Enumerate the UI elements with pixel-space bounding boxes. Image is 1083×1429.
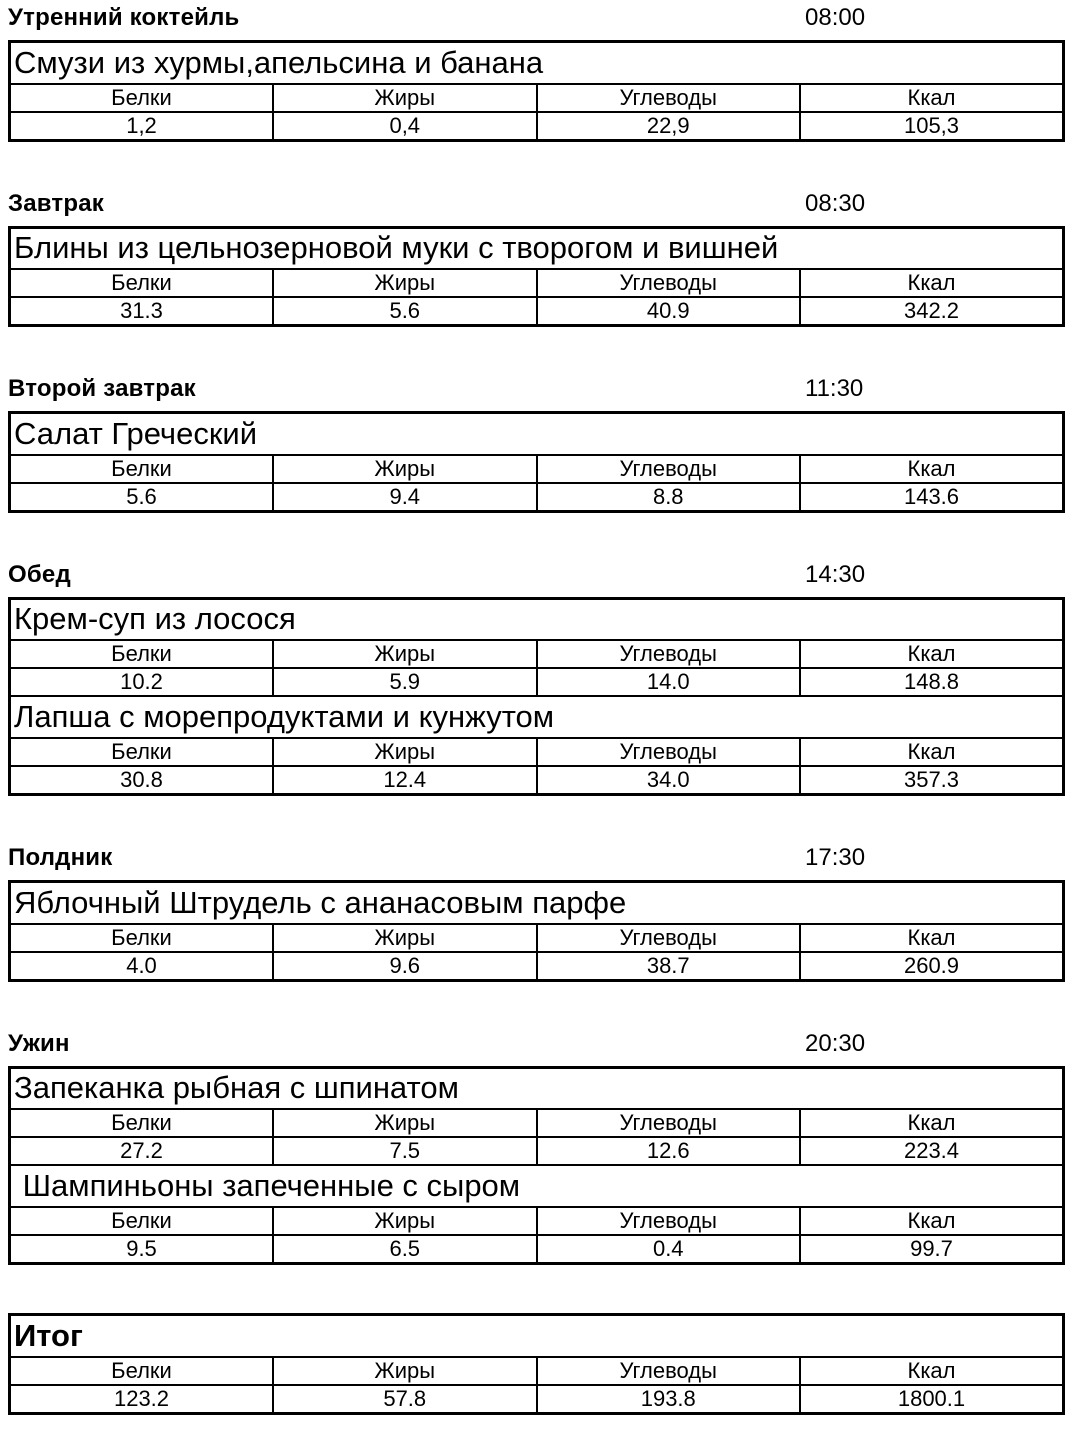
- kcal-value: 99.7: [800, 1235, 1064, 1264]
- kcal-value: 105,3: [800, 112, 1064, 141]
- fats-value: 6.5: [273, 1235, 537, 1264]
- col-header-fats: Жиры: [273, 640, 537, 668]
- col-header-fats: Жиры: [273, 455, 537, 483]
- col-header-proteins: Белки: [10, 1207, 274, 1235]
- dish-name-row: [10, 1165, 1064, 1207]
- meal-title: Полдник: [8, 844, 113, 871]
- dish-name: Смузи из хурмы,апельсина и банана: [10, 42, 1064, 84]
- fats-value: 9.4: [273, 483, 537, 512]
- carbs-value: 8.8: [537, 483, 801, 512]
- col-header-kcal: Ккал: [800, 738, 1064, 766]
- proteins-value: 1,2: [10, 112, 274, 141]
- dish-name: Шампиньоны запеченные с сыром: [10, 1165, 1064, 1207]
- nutrition-header-row: [10, 1207, 1064, 1235]
- nutrition-header-row: [10, 455, 1064, 483]
- nutrition-header-row: [10, 1109, 1064, 1137]
- nutrition-header-row: [10, 84, 1064, 112]
- carbs-value: 34.0: [537, 766, 801, 795]
- total-proteins-value: 123.2: [10, 1385, 274, 1414]
- fats-value: 9.6: [273, 952, 537, 981]
- col-header-carbs: Углеводы: [537, 1357, 801, 1385]
- col-header-kcal: Ккал: [800, 1357, 1064, 1385]
- meal-table: [8, 880, 1065, 982]
- dish-name-row: [10, 42, 1064, 84]
- proteins-value: 9.5: [10, 1235, 274, 1264]
- col-header-proteins: Белки: [10, 1109, 274, 1137]
- col-header-kcal: Ккал: [800, 640, 1064, 668]
- total-label-row: [10, 1315, 1064, 1357]
- proteins-value: 4.0: [10, 952, 274, 981]
- meal-header: [8, 4, 1065, 32]
- proteins-value: 5.6: [10, 483, 274, 512]
- meal-section-morning-cocktail: [8, 4, 1065, 142]
- col-header-proteins: Белки: [10, 924, 274, 952]
- nutrition-header-row: [10, 738, 1064, 766]
- nutrition-value-row: [10, 112, 1064, 141]
- col-header-carbs: Углеводы: [537, 455, 801, 483]
- meal-header: [8, 190, 1065, 218]
- dish-name: Салат Греческий: [10, 413, 1064, 455]
- col-header-kcal: Ккал: [800, 1207, 1064, 1235]
- col-header-carbs: Углеводы: [537, 1109, 801, 1137]
- proteins-value: 31.3: [10, 297, 274, 326]
- fats-value: 12.4: [273, 766, 537, 795]
- meal-title: Второй завтрак: [8, 375, 196, 402]
- kcal-value: 143.6: [800, 483, 1064, 512]
- col-header-proteins: Белки: [10, 1357, 274, 1385]
- carbs-value: 0.4: [537, 1235, 801, 1264]
- meal-time: 14:30: [805, 560, 866, 588]
- total-kcal-value: 1800.1: [800, 1385, 1064, 1414]
- carbs-value: 22,9: [537, 112, 801, 141]
- nutrition-header-row: [10, 640, 1064, 668]
- meal-time: 17:30: [805, 844, 866, 871]
- carbs-value: 38.7: [537, 952, 801, 981]
- col-header-kcal: Ккал: [800, 269, 1064, 297]
- dish-name: Лапша с морепродуктами и кунжутом: [10, 696, 1064, 738]
- meal-section-afternoon-snack: [8, 844, 1065, 982]
- col-header-fats: Жиры: [273, 1109, 537, 1137]
- nutrition-value-row: [10, 952, 1064, 981]
- col-header-carbs: Углеводы: [537, 738, 801, 766]
- nutrition-value-row: [10, 766, 1064, 795]
- col-header-fats: Жиры: [273, 1207, 537, 1235]
- kcal-value: 223.4: [800, 1137, 1064, 1165]
- meal-title: Обед: [8, 560, 71, 588]
- col-header-carbs: Углеводы: [537, 1207, 801, 1235]
- dish-name-row: [10, 227, 1064, 269]
- meal-title: Утренний коктейль: [8, 4, 240, 31]
- col-header-kcal: Ккал: [800, 455, 1064, 483]
- nutrition-value-row: [10, 668, 1064, 696]
- col-header-kcal: Ккал: [800, 84, 1064, 112]
- meal-table: [8, 411, 1065, 513]
- meal-title: Ужин: [8, 1029, 70, 1057]
- dish-name-row: [10, 1067, 1064, 1109]
- meal-section-second-breakfast: [8, 375, 1065, 513]
- meal-table: [8, 226, 1065, 328]
- dish-name: Яблочный Штрудель с ананасовым парфе: [10, 882, 1064, 924]
- col-header-fats: Жиры: [273, 924, 537, 952]
- dish-name-row: [10, 882, 1064, 924]
- meal-time: 11:30: [805, 375, 864, 402]
- col-header-fats: Жиры: [273, 1357, 537, 1385]
- dish-name: Блины из цельнозерновой муки с творогом и вишней: [10, 227, 1064, 269]
- meal-time: 08:30: [805, 189, 866, 217]
- proteins-value: 30.8: [10, 766, 274, 795]
- nutrition-value-row: [10, 297, 1064, 326]
- col-header-fats: Жиры: [273, 738, 537, 766]
- dish-name-row: [10, 413, 1064, 455]
- col-header-carbs: Углеводы: [537, 84, 801, 112]
- meal-section-lunch: [8, 561, 1065, 797]
- nutrition-value-row: [10, 1385, 1064, 1414]
- dish-name: Запеканка рыбная с шпинатом: [10, 1067, 1064, 1109]
- meal-header: [8, 561, 1065, 589]
- meal-table: [8, 1066, 1065, 1266]
- kcal-value: 148.8: [800, 668, 1064, 696]
- kcal-value: 357.3: [800, 766, 1064, 795]
- col-header-kcal: Ккал: [800, 924, 1064, 952]
- col-header-carbs: Углеводы: [537, 924, 801, 952]
- col-header-proteins: Белки: [10, 455, 274, 483]
- nutrition-header-row: [10, 1357, 1064, 1385]
- col-header-carbs: Углеводы: [537, 269, 801, 297]
- kcal-value: 260.9: [800, 952, 1064, 981]
- fats-value: 0,4: [273, 112, 537, 141]
- meal-header: [8, 844, 1065, 872]
- col-header-proteins: Белки: [10, 738, 274, 766]
- col-header-kcal: Ккал: [800, 1109, 1064, 1137]
- col-header-proteins: Белки: [10, 640, 274, 668]
- total-carbs-value: 193.8: [537, 1385, 801, 1414]
- meal-section-breakfast: [8, 190, 1065, 328]
- total-table: [8, 1313, 1065, 1415]
- dish-name: Крем-суп из лосося: [10, 598, 1064, 640]
- meal-title: Завтрак: [8, 189, 104, 217]
- proteins-value: 10.2: [10, 668, 274, 696]
- dish-name-row: [10, 598, 1064, 640]
- nutrition-header-row: [10, 924, 1064, 952]
- proteins-value: 27.2: [10, 1137, 274, 1165]
- meal-header: [8, 1030, 1065, 1058]
- meal-table: [8, 40, 1065, 142]
- col-header-proteins: Белки: [10, 84, 274, 112]
- fats-value: 5.6: [273, 297, 537, 326]
- nutrition-value-row: [10, 483, 1064, 512]
- col-header-carbs: Углеводы: [537, 640, 801, 668]
- carbs-value: 12.6: [537, 1137, 801, 1165]
- total-section: [8, 1313, 1065, 1415]
- dish-name-row: [10, 696, 1064, 738]
- nutrition-value-row: [10, 1235, 1064, 1264]
- col-header-fats: Жиры: [273, 84, 537, 112]
- carbs-value: 14.0: [537, 668, 801, 696]
- total-fats-value: 57.8: [273, 1385, 537, 1414]
- meal-section-dinner: [8, 1030, 1065, 1266]
- nutrition-value-row: [10, 1137, 1064, 1165]
- fats-value: 5.9: [273, 668, 537, 696]
- kcal-value: 342.2: [800, 297, 1064, 326]
- meal-time: 08:00: [805, 4, 866, 31]
- col-header-proteins: Белки: [10, 269, 274, 297]
- carbs-value: 40.9: [537, 297, 801, 326]
- col-header-fats: Жиры: [273, 269, 537, 297]
- fats-value: 7.5: [273, 1137, 537, 1165]
- meal-header: [8, 375, 1065, 403]
- meal-table: [8, 597, 1065, 797]
- total-label: Итог: [10, 1315, 1064, 1357]
- nutrition-header-row: [10, 269, 1064, 297]
- meal-time: 20:30: [805, 1029, 866, 1057]
